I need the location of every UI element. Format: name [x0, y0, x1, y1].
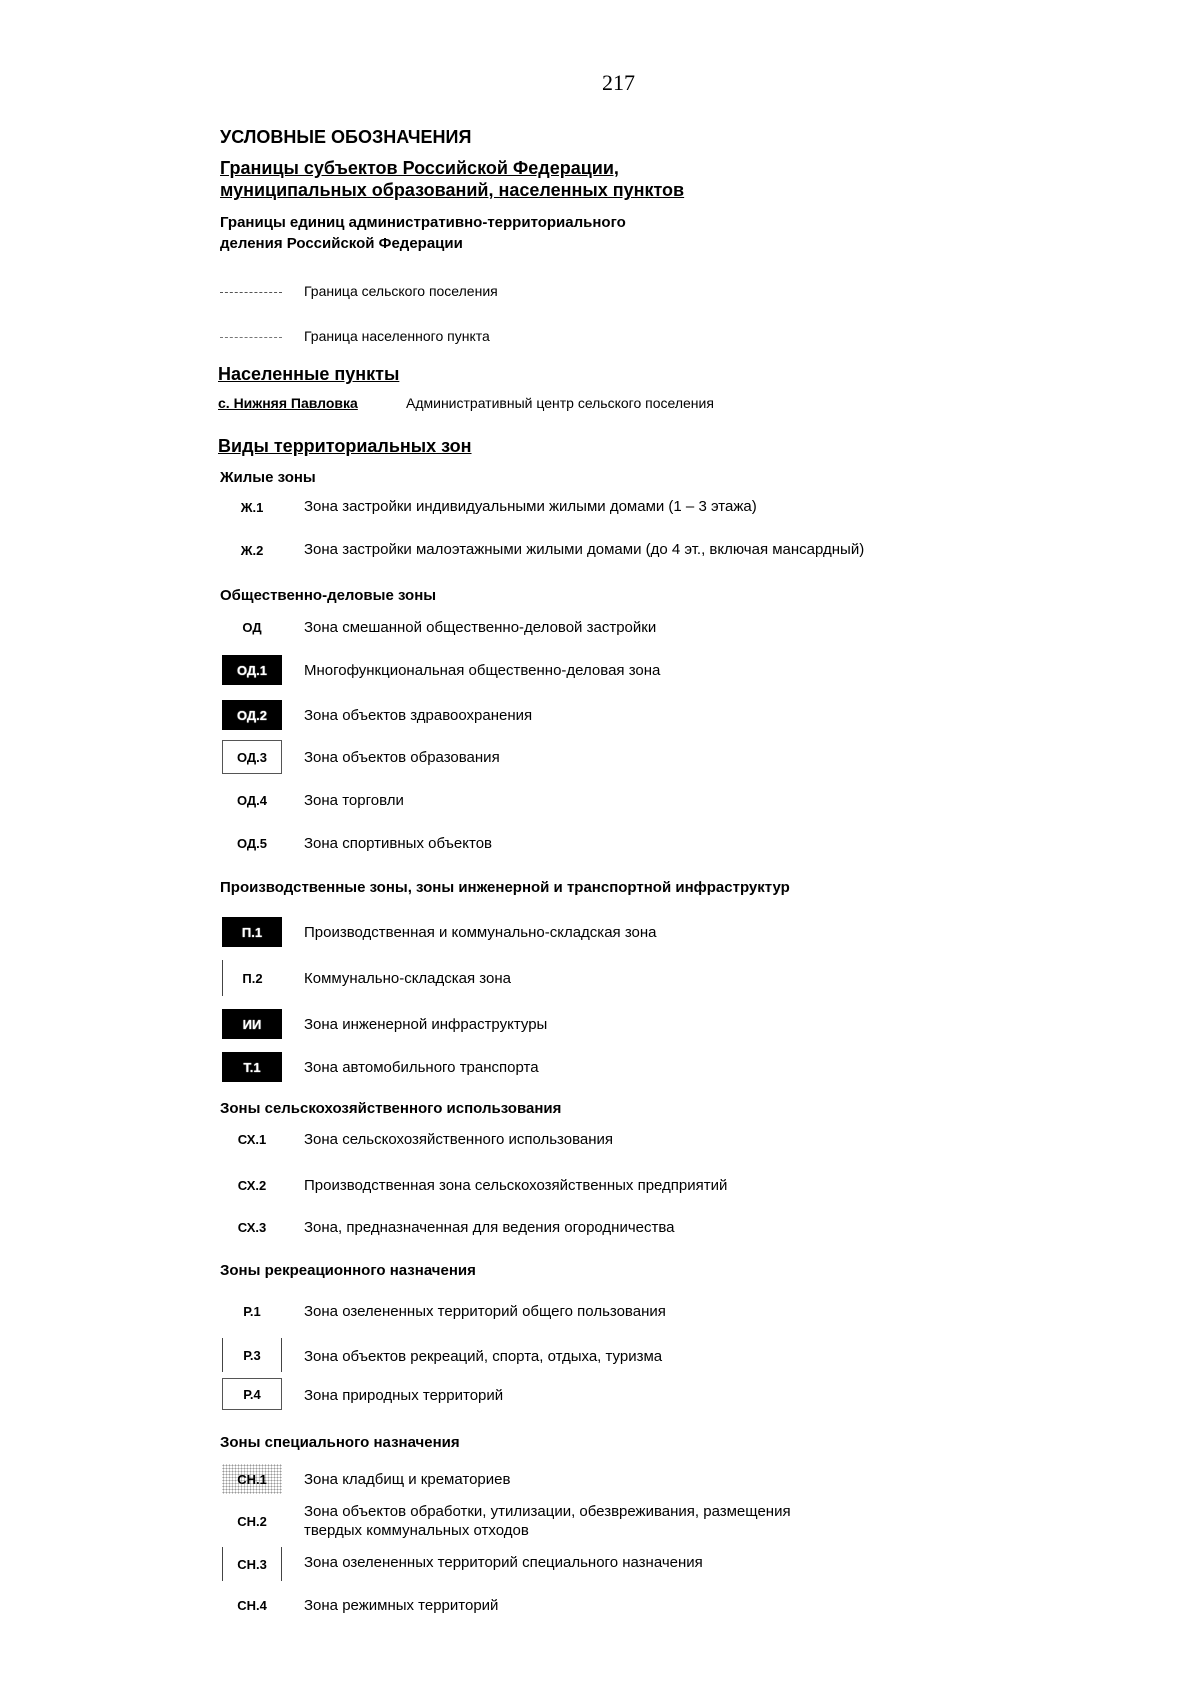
- zone-label: Зона озелененных территорий специального назначения: [304, 1554, 703, 1571]
- zone-code: ОД.2: [222, 700, 282, 730]
- zone-label: Зона озелененных территорий общего пользования: [304, 1303, 666, 1320]
- zone-label: Зона застройки малоэтажными жилыми домами (до 4 эт., включая мансардный): [304, 541, 865, 558]
- locality-boundary-symbol: [220, 337, 282, 338]
- zone-code: СН.2: [237, 1513, 267, 1529]
- zone-label: Производственная зона сельскохозяйственных предприятий: [304, 1177, 728, 1194]
- zone-label: Зона объектов образования: [304, 749, 500, 766]
- boundaries-subheading-line1: Границы единиц административно-территориального: [220, 214, 626, 231]
- zone-label: Многофункциональная общественно-деловая зона: [304, 662, 661, 679]
- zone-label: Производственная и коммунально-складская зона: [304, 924, 657, 941]
- recreational-zones-title: Зоны рекреационного назначения: [220, 1262, 476, 1279]
- zone-label: Зона спортивных объектов: [304, 835, 493, 852]
- page-number: 217: [602, 70, 635, 95]
- zone-label: Зона режимных территорий: [304, 1597, 499, 1614]
- boundaries-heading-line2: муниципальных образований, населенных пунктов: [220, 180, 685, 200]
- zone-code: СХ.2: [237, 1177, 267, 1193]
- public-zones-title: Общественно-деловые зоны: [220, 587, 437, 604]
- settlement-description: Административный центр сельского поселения: [406, 395, 714, 411]
- zone-code: ОД.3: [222, 740, 282, 774]
- zone-label: Зона сельскохозяйственного использования: [304, 1131, 614, 1148]
- zone-code: Ж.2: [240, 542, 264, 558]
- locality-boundary-label: Граница населенного пункта: [304, 328, 490, 344]
- agricultural-zones-title: Зоны сельскохозяйственного использования: [220, 1100, 562, 1117]
- boundaries-subheading: [220, 212, 626, 254]
- zone-code: ОД: [242, 619, 262, 635]
- zone-code: Р.3: [222, 1338, 282, 1372]
- zone-code: СХ.3: [237, 1219, 267, 1235]
- zone-label: Зона застройки индивидуальными жилыми домами (1 – 3 этажа): [304, 498, 757, 515]
- rural-settlement-boundary-symbol: [220, 292, 282, 293]
- zone-code: Р.1: [243, 1303, 261, 1319]
- zone-code: ОД.4: [236, 792, 268, 808]
- settlements-heading: Населенные пункты: [218, 364, 400, 384]
- zone-code: П.2: [222, 960, 282, 996]
- zone-code: СН.1: [222, 1464, 282, 1494]
- zone-label: Зона инженерной инфраструктуры: [304, 1016, 548, 1033]
- zone-label: Коммунально-складская зона: [304, 970, 511, 987]
- zone-code: Ж.1: [240, 499, 264, 515]
- zone-code: ОД.1: [222, 655, 282, 685]
- settlement-name: с. Нижняя Павловка: [218, 395, 358, 411]
- zone-label: Зона кладбищ и крематориев: [304, 1471, 511, 1488]
- boundaries-heading-line1: Границы субъектов Российской Федерации,: [220, 158, 619, 178]
- zone-code: Р.4: [222, 1378, 282, 1410]
- zone-code: ИИ: [222, 1009, 282, 1039]
- zone-code: СН.3: [222, 1547, 282, 1581]
- zone-code: СН.4: [237, 1597, 267, 1613]
- legend-title: УСЛОВНЫЕ ОБОЗНАЧЕНИЯ: [220, 127, 472, 147]
- boundaries-subheading-line2: деления Российской Федерации: [220, 235, 463, 252]
- zones-heading: Виды территориальных зон: [218, 436, 472, 456]
- zone-label: [304, 1502, 791, 1540]
- zone-label: Зона смешанной общественно-деловой застройки: [304, 619, 657, 636]
- zone-code: Т.1: [222, 1052, 282, 1082]
- zone-label: Зона автомобильного транспорта: [304, 1059, 539, 1076]
- zone-label: Зона торговли: [304, 792, 404, 809]
- boundaries-heading: [220, 157, 684, 201]
- zone-code: П.1: [222, 917, 282, 947]
- zone-label: Зона, предназначенная для ведения огородничества: [304, 1219, 675, 1236]
- zone-label: Зона природных территорий: [304, 1387, 504, 1404]
- zone-code: СХ.1: [237, 1131, 267, 1147]
- zone-label: Зона объектов здравоохранения: [304, 707, 533, 724]
- special-zones-title: Зоны специального назначения: [220, 1434, 460, 1451]
- zone-label-line1: Зона объектов обработки, утилизации, обезвреживания, размещения: [304, 1503, 791, 1520]
- rural-settlement-boundary-label: Граница сельского поселения: [304, 283, 498, 299]
- residential-zones-title: Жилые зоны: [220, 469, 316, 486]
- zone-label-line2: твердых коммунальных отходов: [304, 1522, 529, 1539]
- zone-code: ОД.5: [236, 835, 268, 851]
- zone-label: Зона объектов рекреаций, спорта, отдыха, туризма: [304, 1348, 663, 1365]
- industrial-zones-title: Производственные зоны, зоны инженерной и транспортной инфраструктур: [220, 879, 790, 896]
